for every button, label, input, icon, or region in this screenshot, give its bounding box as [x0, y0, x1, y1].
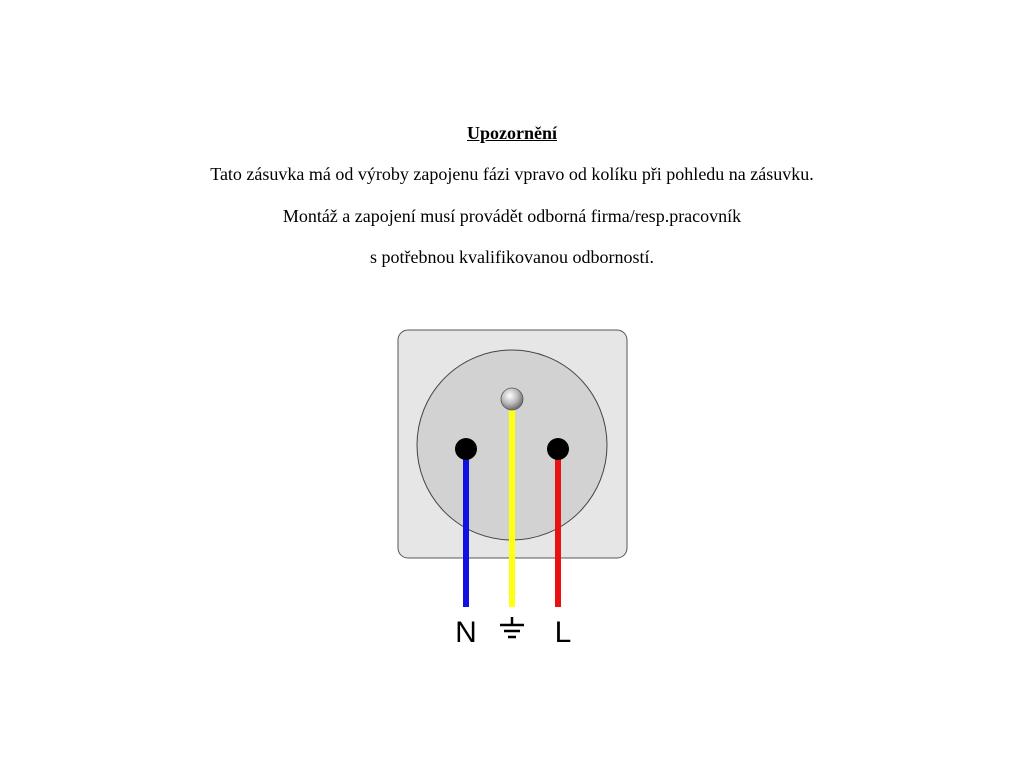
- earth-pin: [501, 388, 523, 410]
- notice-line: Tato zásuvka má od výroby zapojenu fázi vpravo od kolíku při pohledu na zásuvku.: [210, 164, 814, 184]
- neutral-pin-hole: [455, 438, 477, 460]
- neutral-label: N: [455, 616, 477, 649]
- notice-line: Montáž a zapojení musí provádět odborná firma/resp.pracovník: [282, 206, 742, 226]
- notice-title: Upozornění: [467, 123, 557, 143]
- notice-line: s potřebnou kvalifikovanou odborností.: [370, 247, 654, 267]
- phase-label: L: [554, 616, 572, 649]
- phase-pin-hole: [547, 438, 569, 460]
- ground-symbol-icon: [500, 617, 524, 637]
